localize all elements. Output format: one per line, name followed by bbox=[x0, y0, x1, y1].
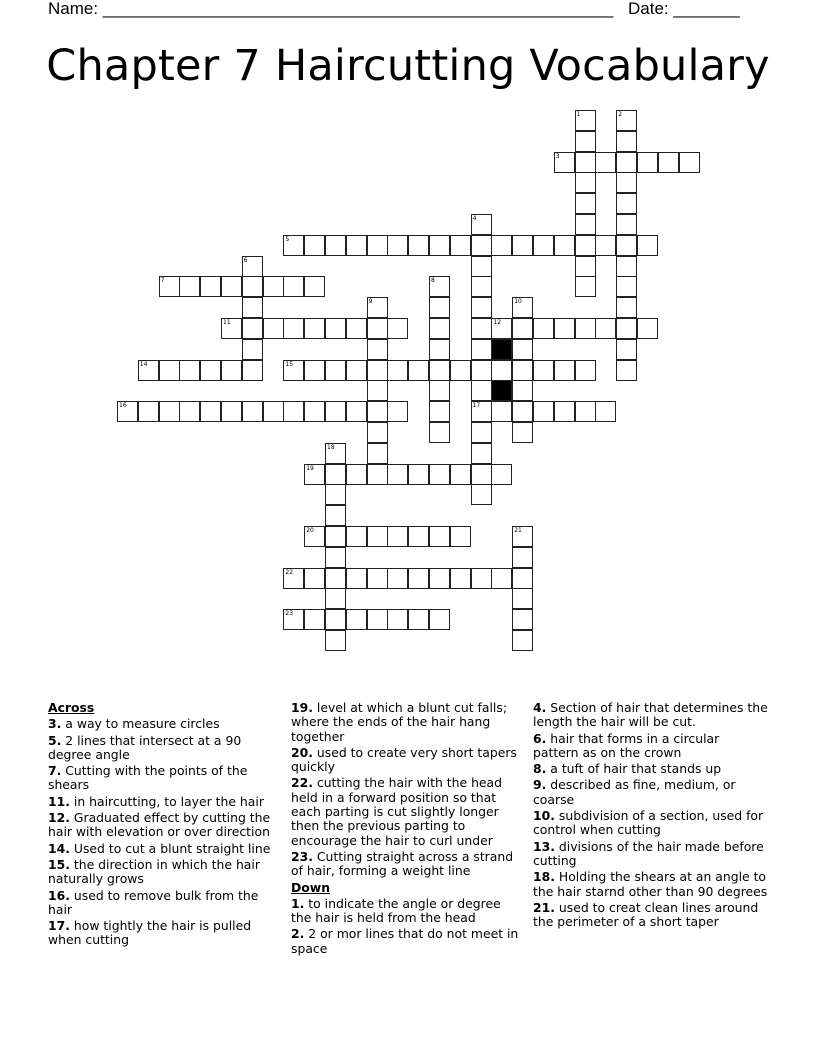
crossword-cell[interactable] bbox=[616, 360, 637, 381]
crossword-cell[interactable] bbox=[138, 360, 159, 381]
crossword-cell[interactable] bbox=[616, 193, 637, 214]
crossword-cell[interactable] bbox=[283, 318, 304, 339]
crossword-cell[interactable] bbox=[159, 276, 180, 297]
crossword-cell[interactable] bbox=[200, 276, 221, 297]
crossword-cell[interactable] bbox=[408, 360, 429, 381]
crossword-cell[interactable] bbox=[575, 172, 596, 193]
crossword-cell[interactable] bbox=[221, 318, 242, 339]
crossword-cell[interactable] bbox=[346, 568, 367, 589]
crossword-cell[interactable] bbox=[575, 276, 596, 297]
clue-text: a tuft of hair that stands up bbox=[546, 761, 722, 777]
clues-column-1 bbox=[48, 701, 278, 950]
clue-number: 23 bbox=[285, 610, 294, 618]
clue-item bbox=[533, 762, 768, 776]
crossword-cell[interactable] bbox=[221, 276, 242, 297]
clue-item bbox=[291, 776, 519, 847]
crossword-cell[interactable] bbox=[367, 297, 388, 318]
crossword-cell[interactable] bbox=[200, 360, 221, 381]
crossword-cell[interactable] bbox=[408, 609, 429, 630]
crossword-cell[interactable] bbox=[159, 401, 180, 422]
crossword-cell[interactable] bbox=[429, 464, 450, 485]
crossword-cell[interactable] bbox=[387, 526, 408, 547]
crossword-cell[interactable] bbox=[429, 609, 450, 630]
crossword-cell[interactable] bbox=[283, 235, 304, 256]
crossword-cell[interactable] bbox=[387, 360, 408, 381]
crossword-cell[interactable] bbox=[263, 276, 284, 297]
clue-item bbox=[533, 778, 768, 807]
crossword-cell[interactable] bbox=[304, 318, 325, 339]
crossword-cell[interactable] bbox=[283, 609, 304, 630]
clue-text: hair that forms in a circular pattern as on the crown bbox=[533, 730, 720, 760]
crossword-cell[interactable] bbox=[595, 318, 616, 339]
crossword-cell[interactable] bbox=[367, 380, 388, 401]
crossword-cell[interactable] bbox=[616, 110, 637, 131]
crossword-cell[interactable] bbox=[387, 235, 408, 256]
clue-num: 15. bbox=[48, 856, 70, 872]
crossword-cell[interactable] bbox=[304, 360, 325, 381]
crossword-cell[interactable] bbox=[242, 318, 263, 339]
clue-number: 16 bbox=[119, 402, 127, 410]
crossword-cell[interactable] bbox=[429, 360, 450, 381]
crossword-cell[interactable] bbox=[616, 152, 637, 173]
crossword-cell[interactable] bbox=[512, 297, 533, 318]
crossword-cell[interactable] bbox=[575, 235, 596, 256]
clue-text: cutting the hair with the head held in a forward position so that each parting is cut slightly longer then the previous parting to encourage the hair to curl under bbox=[291, 775, 503, 848]
crossword-cell[interactable] bbox=[429, 318, 450, 339]
crossword-cell[interactable] bbox=[429, 297, 450, 318]
clue-text: used to creat clean lines around the perimeter of a short taper bbox=[533, 899, 759, 930]
crossword-cell[interactable] bbox=[179, 360, 200, 381]
crossword-cell[interactable] bbox=[304, 609, 325, 630]
crossword-cell[interactable] bbox=[450, 360, 471, 381]
clue-num: 17. bbox=[48, 918, 70, 934]
clue-text: Holding the shears at an angle to the hair starnd other than 90 degrees bbox=[533, 869, 768, 899]
clue-text: how tightly the hair is pulled when cutting bbox=[48, 918, 252, 948]
crossword-cell[interactable] bbox=[159, 360, 180, 381]
crossword-cell[interactable] bbox=[616, 235, 637, 256]
crossword-cell[interactable] bbox=[658, 152, 679, 173]
clue-item bbox=[48, 734, 278, 763]
clue-number: 7 bbox=[160, 277, 165, 285]
clue-text: 2 or mor lines that do not meet in space bbox=[291, 926, 519, 956]
crossword-cell[interactable] bbox=[200, 401, 221, 422]
clue-number: 10 bbox=[514, 298, 522, 306]
crossword-cell[interactable] bbox=[117, 401, 138, 422]
crossword-cell[interactable] bbox=[346, 318, 367, 339]
crossword-cell[interactable] bbox=[346, 464, 367, 485]
clue-item bbox=[533, 870, 768, 899]
crossword-cell[interactable] bbox=[512, 422, 533, 443]
crossword-cell[interactable] bbox=[616, 214, 637, 235]
crossword-cell[interactable] bbox=[575, 214, 596, 235]
crossword-cell[interactable] bbox=[575, 131, 596, 152]
crossword-cell[interactable] bbox=[325, 588, 346, 609]
crossword-cell[interactable] bbox=[471, 380, 492, 401]
clue-number: 4 bbox=[472, 215, 477, 222]
crossword-cell[interactable] bbox=[450, 235, 471, 256]
crossword-cell[interactable] bbox=[491, 360, 512, 381]
crossword-cell[interactable] bbox=[575, 401, 596, 422]
crossword-cell[interactable] bbox=[512, 588, 533, 609]
crossword-cell[interactable] bbox=[554, 318, 575, 339]
crossword-cell[interactable] bbox=[471, 422, 492, 443]
clue-text: a way to measure circles bbox=[61, 716, 220, 732]
crossword-cell[interactable] bbox=[533, 235, 554, 256]
crossword-cell[interactable] bbox=[575, 256, 596, 277]
down-heading: Down bbox=[291, 879, 331, 895]
crossword-cell[interactable] bbox=[242, 401, 263, 422]
clue-item bbox=[533, 701, 768, 730]
clue-num: 5. bbox=[48, 732, 62, 748]
clue-item bbox=[48, 842, 278, 856]
crossword-cell[interactable] bbox=[512, 318, 533, 339]
crossword-cell[interactable] bbox=[325, 318, 346, 339]
clue-text: Used to cut a blunt straight line bbox=[69, 840, 271, 856]
crossword-cell[interactable] bbox=[221, 401, 242, 422]
crossword-cell[interactable] bbox=[450, 464, 471, 485]
clue-number: 3 bbox=[555, 152, 560, 160]
clue-item bbox=[533, 901, 768, 930]
crossword-cell[interactable] bbox=[554, 235, 575, 256]
clue-number: 19 bbox=[306, 464, 314, 472]
crossword-cell[interactable] bbox=[616, 276, 637, 297]
crossword-cell[interactable] bbox=[325, 464, 346, 485]
crossword-cell[interactable] bbox=[346, 526, 367, 547]
clue-text: subdivision of a section, used for control when cutting bbox=[533, 808, 764, 838]
crossword-cell[interactable] bbox=[367, 609, 388, 630]
crossword-cell[interactable] bbox=[387, 401, 408, 422]
clue-number: 11 bbox=[223, 319, 231, 326]
clue-item bbox=[533, 809, 768, 838]
clue-text: 2 lines that intersect at a 90 degree angle bbox=[48, 732, 242, 762]
crossword-cell[interactable] bbox=[679, 152, 700, 173]
clue-item bbox=[48, 889, 278, 918]
crossword-cell[interactable] bbox=[325, 401, 346, 422]
crossword-cell[interactable] bbox=[304, 401, 325, 422]
crossword-cell[interactable] bbox=[325, 484, 346, 505]
crossword-cell[interactable] bbox=[304, 568, 325, 589]
clue-item bbox=[48, 919, 278, 948]
crossword-cell[interactable] bbox=[575, 152, 596, 173]
crossword-cell[interactable] bbox=[283, 360, 304, 381]
crossword-cell[interactable] bbox=[179, 276, 200, 297]
crossword-cell[interactable] bbox=[471, 256, 492, 277]
crossword-cell[interactable] bbox=[429, 339, 450, 360]
crossword-cell[interactable] bbox=[304, 526, 325, 547]
crossword-cell[interactable] bbox=[387, 609, 408, 630]
crossword-cell[interactable] bbox=[325, 568, 346, 589]
crossword-cell[interactable] bbox=[367, 568, 388, 589]
crossword-cell[interactable] bbox=[512, 401, 533, 422]
clue-text: the direction in which the hair naturally grows bbox=[48, 856, 260, 887]
crossword-cell[interactable] bbox=[304, 235, 325, 256]
crossword-cell[interactable] bbox=[263, 401, 284, 422]
clue-num: 19. bbox=[291, 700, 313, 715]
crossword-cell[interactable] bbox=[512, 339, 533, 360]
crossword-cell[interactable] bbox=[575, 360, 596, 381]
crossword-cell[interactable] bbox=[554, 360, 575, 381]
crossword-cell[interactable] bbox=[554, 401, 575, 422]
clue-number: 14 bbox=[139, 360, 148, 368]
crossword-cell[interactable] bbox=[450, 568, 471, 589]
crossword-cell[interactable] bbox=[471, 318, 492, 339]
crossword-cell[interactable] bbox=[325, 235, 346, 256]
clue-num: 14. bbox=[48, 840, 70, 856]
crossword-cell[interactable] bbox=[408, 568, 429, 589]
date-field[interactable]: Date: _______ bbox=[628, 0, 740, 18]
crossword-cell[interactable] bbox=[325, 547, 346, 568]
crossword-cell[interactable] bbox=[471, 443, 492, 464]
crossword-cell[interactable] bbox=[325, 630, 346, 651]
clue-text: used to create very short tapers quickly bbox=[291, 744, 517, 775]
crossword-cell[interactable] bbox=[471, 401, 492, 422]
clue-number: 9 bbox=[368, 298, 373, 306]
clue-num: 22. bbox=[291, 775, 313, 791]
clue-number: 22 bbox=[285, 568, 294, 576]
crossword-cell[interactable] bbox=[367, 235, 388, 256]
crossword-cell[interactable] bbox=[408, 235, 429, 256]
crossword-cell[interactable] bbox=[263, 318, 284, 339]
clue-number: 5 bbox=[285, 235, 290, 243]
crossword-cell[interactable] bbox=[637, 235, 658, 256]
clue-text: in haircutting, to layer the hair bbox=[69, 793, 264, 809]
clue-text: described as fine, medium, or coarse bbox=[533, 777, 736, 807]
clue-item bbox=[48, 795, 278, 809]
crossword-cell[interactable] bbox=[408, 526, 429, 547]
clue-num: 2. bbox=[291, 926, 305, 942]
crossword-cell[interactable] bbox=[575, 110, 596, 131]
page-title: Chapter 7 Haircutting Vocabulary bbox=[46, 41, 770, 91]
clue-item bbox=[48, 764, 278, 793]
crossword-cell[interactable] bbox=[242, 297, 263, 318]
clue-num: 12. bbox=[48, 810, 70, 826]
clue-text: Cutting straight across a strand of hair, forming a weight line bbox=[291, 848, 514, 879]
clue-num: 11. bbox=[48, 793, 70, 809]
crossword-cell[interactable] bbox=[429, 235, 450, 256]
crossword-cell[interactable] bbox=[429, 380, 450, 401]
crossword-cell[interactable] bbox=[512, 235, 533, 256]
clue-num: 6. bbox=[533, 730, 547, 746]
crossword-cell[interactable] bbox=[283, 276, 304, 297]
crossword-cell[interactable] bbox=[242, 339, 263, 360]
crossword-cell[interactable] bbox=[471, 360, 492, 381]
clue-text: divisions of the hair made before cutting bbox=[533, 838, 764, 868]
crossword-cell[interactable] bbox=[637, 318, 658, 339]
crossword-cell[interactable] bbox=[616, 256, 637, 277]
clues-column-3 bbox=[533, 701, 768, 931]
clue-num: 21. bbox=[533, 899, 555, 915]
crossword-cell[interactable] bbox=[283, 568, 304, 589]
crossword-cell[interactable] bbox=[429, 568, 450, 589]
crossword-cell[interactable] bbox=[283, 401, 304, 422]
crossword-cell[interactable] bbox=[367, 339, 388, 360]
crossword-cell[interactable] bbox=[512, 380, 533, 401]
crossword-cell[interactable] bbox=[367, 464, 388, 485]
crossword-cell[interactable] bbox=[367, 401, 388, 422]
crossword-cell[interactable] bbox=[346, 609, 367, 630]
clue-num: 4. bbox=[533, 700, 547, 715]
clue-number: 20 bbox=[306, 527, 314, 534]
clue-number: 18 bbox=[327, 443, 335, 451]
crossword-cell[interactable] bbox=[242, 256, 263, 277]
crossword-cell[interactable] bbox=[367, 443, 388, 464]
crossword-cell[interactable] bbox=[242, 360, 263, 381]
crossword-cell[interactable] bbox=[471, 484, 492, 505]
crossword-cell[interactable] bbox=[325, 505, 346, 526]
clue-text: Cutting with the points of the shears bbox=[48, 763, 248, 793]
crossword-black-cell bbox=[491, 380, 512, 401]
crossword-cell[interactable] bbox=[533, 318, 554, 339]
crossword-cell[interactable] bbox=[367, 360, 388, 381]
clue-item bbox=[291, 850, 519, 879]
clue-num: 3. bbox=[48, 716, 62, 732]
clue-number: 1 bbox=[576, 111, 581, 118]
clue-num: 7. bbox=[48, 763, 62, 779]
crossword-cell[interactable] bbox=[471, 276, 492, 297]
crossword-cell[interactable] bbox=[512, 360, 533, 381]
crossword-cell[interactable] bbox=[512, 609, 533, 630]
clue-num: 9. bbox=[533, 777, 547, 793]
crossword-cell[interactable] bbox=[616, 339, 637, 360]
crossword-cell[interactable] bbox=[346, 235, 367, 256]
crossword-cell[interactable] bbox=[429, 401, 450, 422]
clue-number: 21 bbox=[514, 527, 522, 534]
crossword-cell[interactable] bbox=[325, 360, 346, 381]
crossword-cell[interactable] bbox=[138, 401, 159, 422]
crossword-cell[interactable] bbox=[512, 526, 533, 547]
crossword-cell[interactable] bbox=[512, 547, 533, 568]
crossword-cell[interactable] bbox=[179, 401, 200, 422]
clue-num: 18. bbox=[533, 869, 555, 885]
crossword-cell[interactable] bbox=[304, 464, 325, 485]
crossword-cell[interactable] bbox=[429, 422, 450, 443]
clue-num: 1. bbox=[291, 895, 305, 911]
crossword-cell[interactable] bbox=[325, 526, 346, 547]
clue-item bbox=[48, 717, 278, 731]
crossword-cell[interactable] bbox=[491, 464, 512, 485]
clue-item bbox=[291, 746, 519, 775]
name-field[interactable]: Name: ______________________________________________________ bbox=[48, 0, 614, 18]
crossword-cell[interactable] bbox=[387, 568, 408, 589]
crossword-cell[interactable] bbox=[387, 318, 408, 339]
crossword-cell[interactable] bbox=[367, 422, 388, 443]
clue-item bbox=[533, 840, 768, 869]
clue-item bbox=[291, 897, 519, 926]
crossword-cell[interactable] bbox=[387, 464, 408, 485]
crossword-cell[interactable] bbox=[471, 297, 492, 318]
crossword-cell[interactable] bbox=[491, 568, 512, 589]
crossword-cell[interactable] bbox=[575, 193, 596, 214]
crossword-cell[interactable] bbox=[491, 318, 512, 339]
crossword-cell[interactable] bbox=[471, 214, 492, 235]
crossword-cell[interactable] bbox=[533, 401, 554, 422]
clue-number: 15 bbox=[285, 360, 294, 368]
clue-num: 8. bbox=[533, 761, 547, 777]
clue-text: level at which a blunt cut falls; where the ends of the hair hang together bbox=[291, 700, 507, 744]
crossword-cell[interactable] bbox=[512, 630, 533, 651]
clue-number: 6 bbox=[243, 256, 248, 264]
crossword-cell[interactable] bbox=[408, 464, 429, 485]
crossword-cell[interactable] bbox=[471, 339, 492, 360]
crossword-cell[interactable] bbox=[512, 568, 533, 589]
clue-item bbox=[291, 701, 519, 744]
crossword-cell[interactable] bbox=[450, 526, 471, 547]
crossword-cell[interactable] bbox=[429, 276, 450, 297]
clue-item bbox=[48, 858, 278, 887]
clue-number: 2 bbox=[618, 111, 623, 118]
crossword-cell[interactable] bbox=[491, 235, 512, 256]
clue-text: to indicate the angle or degree the hair is held from the head bbox=[291, 895, 501, 926]
crossword-cell[interactable] bbox=[616, 172, 637, 193]
crossword-cell[interactable] bbox=[242, 276, 263, 297]
clue-text: Section of hair that determines the length the hair will be cut. bbox=[533, 700, 768, 730]
clue-number: 17 bbox=[472, 402, 481, 410]
crossword-cell[interactable] bbox=[346, 401, 367, 422]
crossword-cell[interactable] bbox=[325, 443, 346, 464]
crossword-cell[interactable] bbox=[367, 318, 388, 339]
clue-item bbox=[291, 927, 519, 956]
clue-num: 13. bbox=[533, 838, 555, 854]
crossword-cell[interactable] bbox=[616, 131, 637, 152]
crossword-cell[interactable] bbox=[637, 152, 658, 173]
clue-text: Graduated effect by cutting the hair with elevation or over direction bbox=[48, 810, 271, 840]
crossword-cell[interactable] bbox=[471, 235, 492, 256]
clue-num: 20. bbox=[291, 744, 313, 760]
crossword-cell[interactable] bbox=[367, 526, 388, 547]
crossword-black-cell bbox=[491, 339, 512, 360]
crossword-cell[interactable] bbox=[304, 276, 325, 297]
crossword-cell[interactable] bbox=[346, 360, 367, 381]
crossword-cell[interactable] bbox=[471, 464, 492, 485]
clue-number: 12 bbox=[493, 319, 502, 326]
crossword-cell[interactable] bbox=[595, 235, 616, 256]
crossword-cell[interactable] bbox=[595, 401, 616, 422]
crossword-cell[interactable] bbox=[595, 152, 616, 173]
crossword-cell[interactable] bbox=[429, 526, 450, 547]
crossword-cell[interactable] bbox=[533, 360, 554, 381]
clue-number: 8 bbox=[431, 277, 435, 285]
clue-num: 10. bbox=[533, 808, 555, 824]
crossword-cell[interactable] bbox=[575, 318, 596, 339]
crossword-cell[interactable] bbox=[616, 318, 637, 339]
crossword-cell[interactable] bbox=[491, 401, 512, 422]
clue-text: used to remove bulk from the hair bbox=[48, 887, 259, 917]
crossword-cell[interactable] bbox=[325, 609, 346, 630]
crossword-cell[interactable] bbox=[554, 152, 575, 173]
crossword-cell[interactable] bbox=[471, 568, 492, 589]
crossword-cell[interactable] bbox=[221, 360, 242, 381]
clue-item bbox=[48, 811, 278, 840]
across-heading: Across bbox=[48, 700, 95, 715]
clue-num: 16. bbox=[48, 887, 70, 903]
clue-item bbox=[533, 732, 768, 761]
crossword-cell[interactable] bbox=[616, 297, 637, 318]
clues-column-2 bbox=[291, 701, 519, 958]
clue-num: 23. bbox=[291, 848, 313, 864]
